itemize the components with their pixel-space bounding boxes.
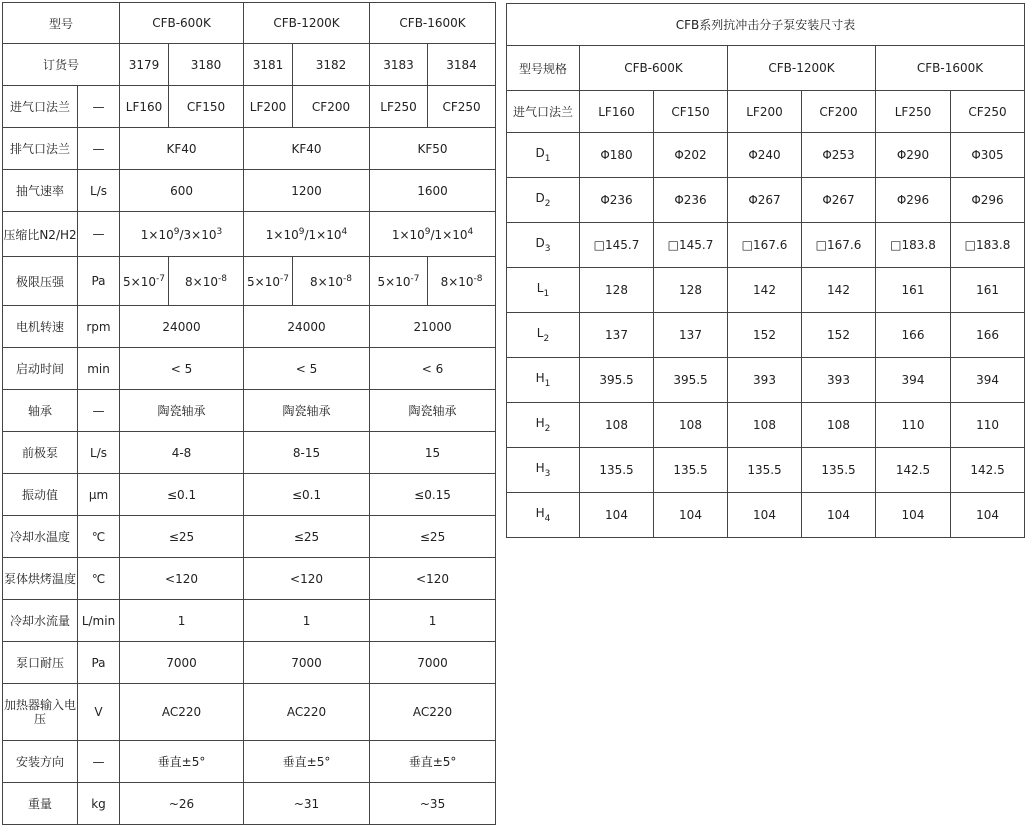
dims-value: Φ202 (654, 133, 728, 178)
spec-row (3, 432, 496, 474)
dims-value: Φ267 (728, 178, 802, 223)
spec-row-label: 振动值 (3, 474, 78, 516)
spec-row-label: 冷却水温度 (3, 516, 78, 558)
dims-value: 137 (654, 313, 728, 358)
spec-row-value: 陶瓷轴承 (370, 390, 496, 432)
compression-ratio: $1\times 10^9/1\times 10^4$ (370, 212, 496, 257)
dims-row (507, 133, 1025, 178)
order-number: 3182 (293, 44, 370, 86)
dims-value: □145.7 (654, 223, 728, 268)
dimension-table-body (507, 4, 1025, 538)
dims-inlet-flange: LF250 (876, 91, 951, 133)
order-number: 3180 (169, 44, 244, 86)
dims-value: 393 (802, 358, 876, 403)
spec-row-unit: L/s (78, 432, 120, 474)
spec-row-unit: V (78, 684, 120, 741)
spec-row-value: < 5 (244, 348, 370, 390)
dims-value: 161 (951, 268, 1025, 313)
spec-row-value: ≤25 (120, 516, 244, 558)
spec-header-row (3, 3, 496, 44)
spec-row-value: 垂直±5° (370, 741, 496, 783)
spec-row-unit: ℃ (78, 558, 120, 600)
spec-row-value: 7000 (370, 642, 496, 684)
spec-inlet-label: 进气口法兰 (3, 86, 78, 128)
dims-value: □167.6 (802, 223, 876, 268)
spec-table (2, 2, 496, 825)
spec-compression-row (3, 212, 496, 257)
dims-value: 104 (951, 493, 1025, 538)
dims-symbol: $H_3$ (507, 448, 580, 493)
spec-row-value: <120 (370, 558, 496, 600)
spec-row-value: < 5 (120, 348, 244, 390)
spec-row-value: ≤25 (244, 516, 370, 558)
spec-row (3, 516, 496, 558)
inlet-flange: CF200 (293, 86, 370, 128)
spec-row-value: 24000 (120, 306, 244, 348)
dims-value: 166 (951, 313, 1025, 358)
dimension-table (506, 3, 1025, 538)
dims-value: 128 (580, 268, 654, 313)
outlet-flange: KF40 (244, 128, 370, 170)
outlet-flange: KF50 (370, 128, 496, 170)
dims-header-row (507, 46, 1025, 91)
dims-value: □145.7 (580, 223, 654, 268)
spec-row-value: 7000 (244, 642, 370, 684)
inlet-flange: CF250 (428, 86, 496, 128)
spec-row-label: 安装方向 (3, 741, 78, 783)
spec-row-unit: μm (78, 474, 120, 516)
spec-row-value: 垂直±5° (244, 741, 370, 783)
inlet-flange: CF150 (169, 86, 244, 128)
dims-inlet-flange: LF200 (728, 91, 802, 133)
spec-outlet-unit: — (78, 128, 120, 170)
spec-inlet-unit: — (78, 86, 120, 128)
spec-order-row (3, 44, 496, 86)
spec-row-value: 1 (120, 600, 244, 642)
spec-ultimate-unit: Pa (78, 257, 120, 306)
spec-row-label: 泵口耐压 (3, 642, 78, 684)
dims-value: Φ236 (580, 178, 654, 223)
spec-row (3, 348, 496, 390)
dims-value: 142 (728, 268, 802, 313)
spec-row (3, 783, 496, 825)
dims-value: Φ180 (580, 133, 654, 178)
spec-row (3, 390, 496, 432)
spec-row-unit: ℃ (78, 516, 120, 558)
dims-value: 394 (951, 358, 1025, 403)
spec-inlet-row (3, 86, 496, 128)
dims-value: □167.6 (728, 223, 802, 268)
spec-row-value: ≤25 (370, 516, 496, 558)
spec-row-label: 轴承 (3, 390, 78, 432)
inlet-flange: LF160 (120, 86, 169, 128)
dims-value: 108 (580, 403, 654, 448)
dims-value: 166 (876, 313, 951, 358)
order-number: 3184 (428, 44, 496, 86)
dims-inlet-label: 进气口法兰 (507, 91, 580, 133)
outlet-flange: KF40 (120, 128, 244, 170)
spec-row-unit: rpm (78, 306, 120, 348)
spec-row-value: 7000 (120, 642, 244, 684)
dims-inlet-flange: LF160 (580, 91, 654, 133)
spec-ultimate-label: 极限压强 (3, 257, 78, 306)
spec-row-label: 电机转速 (3, 306, 78, 348)
dims-symbol: $D_1$ (507, 133, 580, 178)
spec-row-value: AC220 (244, 684, 370, 741)
dims-value: Φ267 (802, 178, 876, 223)
dims-symbol: $D_3$ (507, 223, 580, 268)
compression-ratio: $1\times 10^9/3\times 10^3$ (120, 212, 244, 257)
dims-inlet-flange: CF250 (951, 91, 1025, 133)
dims-value: 394 (876, 358, 951, 403)
pumping-speed: 600 (120, 170, 244, 212)
spec-row-value: 8-15 (244, 432, 370, 474)
spec-row-value: 1 (370, 600, 496, 642)
dims-value: 110 (876, 403, 951, 448)
ultimate-pressure: $5\times 10^{-7}$ (120, 257, 169, 306)
spec-row-label: 冷却水流量 (3, 600, 78, 642)
dims-value: 161 (876, 268, 951, 313)
dims-value: 104 (802, 493, 876, 538)
dims-symbol: $D_2$ (507, 178, 580, 223)
spec-row-value: ~31 (244, 783, 370, 825)
dims-value: 142.5 (951, 448, 1025, 493)
dims-header-label: 型号规格 (507, 46, 580, 91)
spec-model-1600k: CFB-1600K (370, 3, 496, 44)
spec-row-value: 1 (244, 600, 370, 642)
dims-value: 128 (654, 268, 728, 313)
spec-header-label: 型号 (3, 3, 120, 44)
order-number: 3179 (120, 44, 169, 86)
dims-value: 108 (802, 403, 876, 448)
spec-row (3, 642, 496, 684)
spec-row-value: ≤0.1 (244, 474, 370, 516)
spec-row-value: 陶瓷轴承 (244, 390, 370, 432)
spec-row-value: 垂直±5° (120, 741, 244, 783)
dims-value: Φ305 (951, 133, 1025, 178)
dims-value: 104 (580, 493, 654, 538)
pumping-speed: 1600 (370, 170, 496, 212)
spec-row-label: 重量 (3, 783, 78, 825)
spec-row-value: 陶瓷轴承 (120, 390, 244, 432)
spec-row-value: ~35 (370, 783, 496, 825)
spec-speed-unit: L/s (78, 170, 120, 212)
spec-row-value: < 6 (370, 348, 496, 390)
dims-value: 137 (580, 313, 654, 358)
dims-value: 104 (876, 493, 951, 538)
dims-value: 108 (654, 403, 728, 448)
spec-row-label: 泵体烘烤温度 (3, 558, 78, 600)
dims-value: 135.5 (728, 448, 802, 493)
dims-value: 152 (802, 313, 876, 358)
spec-row (3, 474, 496, 516)
spec-model-1200k: CFB-1200K (244, 3, 370, 44)
dims-value: Φ253 (802, 133, 876, 178)
spec-outlet-label: 排气口法兰 (3, 128, 78, 170)
spec-row-value: 15 (370, 432, 496, 474)
spec-speed-row (3, 170, 496, 212)
dims-value: 142.5 (876, 448, 951, 493)
spec-row-unit: L/min (78, 600, 120, 642)
spec-row (3, 741, 496, 783)
spec-row (3, 684, 496, 741)
dims-value: 142 (802, 268, 876, 313)
dims-row (507, 178, 1025, 223)
dims-value: 135.5 (580, 448, 654, 493)
dims-value: 104 (728, 493, 802, 538)
dims-value: 135.5 (802, 448, 876, 493)
spec-row-value: AC220 (370, 684, 496, 741)
spec-row-value: ~26 (120, 783, 244, 825)
spec-row-unit: min (78, 348, 120, 390)
compression-ratio: $1\times 10^9/1\times 10^4$ (244, 212, 370, 257)
ultimate-pressure: $5\times 10^{-7}$ (370, 257, 428, 306)
dims-value: □183.8 (951, 223, 1025, 268)
spec-row (3, 558, 496, 600)
inlet-flange: LF200 (244, 86, 293, 128)
dims-value: 135.5 (654, 448, 728, 493)
order-number: 3183 (370, 44, 428, 86)
spec-speed-label: 抽气速率 (3, 170, 78, 212)
spec-row-value: 24000 (244, 306, 370, 348)
ultimate-pressure: $8\times 10^{-8}$ (293, 257, 370, 306)
spec-row-unit: Pa (78, 642, 120, 684)
dims-value: 395.5 (654, 358, 728, 403)
dims-value: □183.8 (876, 223, 951, 268)
spec-row-value: ≤0.1 (120, 474, 244, 516)
pumping-speed: 1200 (244, 170, 370, 212)
spec-row (3, 306, 496, 348)
ultimate-pressure: $8\times 10^{-8}$ (428, 257, 496, 306)
dims-value: 152 (728, 313, 802, 358)
spec-table-body (3, 3, 496, 825)
dims-inlet-flange: CF150 (654, 91, 728, 133)
dims-value: Φ236 (654, 178, 728, 223)
dims-value: Φ240 (728, 133, 802, 178)
spec-row (3, 600, 496, 642)
spec-row-value: <120 (120, 558, 244, 600)
dims-symbol: $L_1$ (507, 268, 580, 313)
dims-value: 104 (654, 493, 728, 538)
dims-symbol: $H_4$ (507, 493, 580, 538)
spec-row-unit: — (78, 741, 120, 783)
spec-order-label: 订货号 (3, 44, 120, 86)
ultimate-pressure: $8\times 10^{-8}$ (169, 257, 244, 306)
dims-symbol: $H_1$ (507, 358, 580, 403)
dims-symbol: $L_2$ (507, 313, 580, 358)
spec-row-value: ≤0.15 (370, 474, 496, 516)
dims-model-1600k: CFB-1600K (876, 46, 1025, 91)
dims-row (507, 358, 1025, 403)
spec-model-600k: CFB-600K (120, 3, 244, 44)
dims-row (507, 313, 1025, 358)
dims-value: Φ290 (876, 133, 951, 178)
dims-row (507, 223, 1025, 268)
dims-value: Φ296 (951, 178, 1025, 223)
order-number: 3181 (244, 44, 293, 86)
dims-table-title: CFB系列抗冲击分子泵安装尺寸表 (507, 4, 1025, 46)
ultimate-pressure: $5\times 10^{-7}$ (244, 257, 293, 306)
dims-value: 393 (728, 358, 802, 403)
dims-inlet-row (507, 91, 1025, 133)
spec-row-value: <120 (244, 558, 370, 600)
dims-symbol: $H_2$ (507, 403, 580, 448)
dims-model-600k: CFB-600K (580, 46, 728, 91)
spec-compression-unit: — (78, 212, 120, 257)
dims-title-row (507, 4, 1025, 46)
dims-row (507, 448, 1025, 493)
spec-row-value: 21000 (370, 306, 496, 348)
dims-value: Φ296 (876, 178, 951, 223)
spec-row-value: AC220 (120, 684, 244, 741)
spec-row-label: 加热器输入电压 (3, 684, 78, 741)
spec-compression-label: 压缩比N2/H2 (3, 212, 78, 257)
dims-row (507, 268, 1025, 313)
dims-model-1200k: CFB-1200K (728, 46, 876, 91)
spec-row-unit: — (78, 390, 120, 432)
spec-ultimate-row (3, 257, 496, 306)
dims-value: 110 (951, 403, 1025, 448)
inlet-flange: LF250 (370, 86, 428, 128)
dims-row (507, 403, 1025, 448)
spec-row-value: 4-8 (120, 432, 244, 474)
spec-row-label: 启动时间 (3, 348, 78, 390)
dims-value: 395.5 (580, 358, 654, 403)
dims-inlet-flange: CF200 (802, 91, 876, 133)
dims-row (507, 493, 1025, 538)
spec-outlet-row (3, 128, 496, 170)
dims-value: 108 (728, 403, 802, 448)
spec-row-label: 前极泵 (3, 432, 78, 474)
spec-row-unit: kg (78, 783, 120, 825)
